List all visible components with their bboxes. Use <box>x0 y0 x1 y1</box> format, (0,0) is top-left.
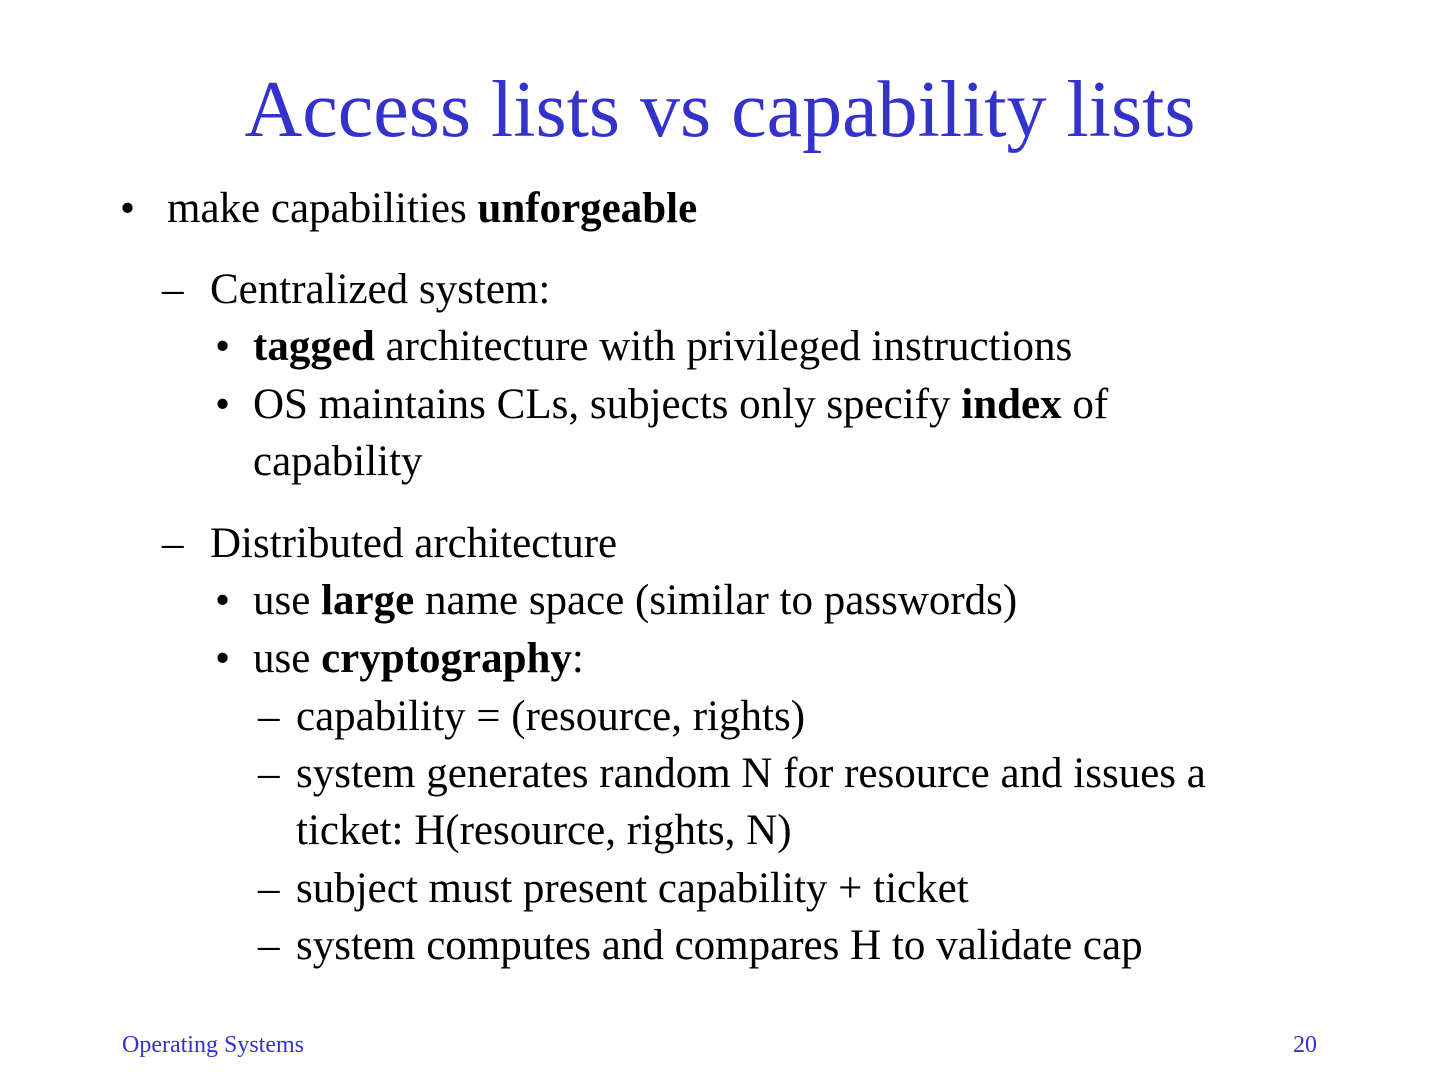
dash-marker: – <box>258 922 280 969</box>
continuation-text: capability <box>253 438 423 485</box>
bullet-marker: • <box>215 323 231 370</box>
text-span: of <box>1061 381 1109 428</box>
bullet-marker: • <box>215 381 231 428</box>
footer-course: Operating Systems <box>122 1032 304 1058</box>
sub-dash-text: system generates random N for resource and issues a <box>296 750 1206 797</box>
sub-dash-text: system computes and compares H to validate cap <box>296 922 1143 969</box>
sub-bullet-text <box>253 322 1072 372</box>
text-span: OS maintains CLs, subjects only specify <box>253 381 962 428</box>
dash-marker: – <box>258 693 280 740</box>
dash-marker: – <box>162 520 184 567</box>
sub-bullet-text <box>253 380 1108 430</box>
sub-bullet-text <box>253 576 1017 626</box>
dash-marker: – <box>258 865 280 912</box>
bullet-marker: • <box>215 577 231 624</box>
sub-bullet-text <box>253 634 584 684</box>
text-span: make capabilities <box>167 185 478 232</box>
dash-text: Distributed architecture <box>210 520 618 567</box>
bullet-marker: • <box>120 185 136 232</box>
sub-dash-text: capability = (resource, rights) <box>296 693 806 740</box>
dash-marker: – <box>258 750 280 797</box>
text-span: name space (similar to passwords) <box>414 577 1018 624</box>
slide-title: Access lists vs capability lists <box>244 66 1196 154</box>
emphasis-text: large <box>321 577 415 624</box>
bullet-text <box>167 184 697 234</box>
text-span: architecture with privileged instructions <box>374 323 1073 370</box>
emphasis-text: index <box>961 381 1062 428</box>
emphasis-text: tagged <box>253 323 375 370</box>
emphasis-text: unforgeable <box>477 185 698 232</box>
emphasis-text: cryptography <box>321 635 572 682</box>
text-span: : <box>571 635 584 682</box>
bullet-marker: • <box>215 635 231 682</box>
footer-page-number: 20 <box>1293 1032 1317 1058</box>
continuation-text: ticket: H(resource, rights, N) <box>296 807 792 854</box>
text-span: use <box>253 635 322 682</box>
text-span: use <box>253 577 322 624</box>
dash-marker: – <box>162 266 184 313</box>
sub-dash-text: subject must present capability + ticket <box>296 865 969 912</box>
dash-text: Centralized system: <box>210 266 551 313</box>
